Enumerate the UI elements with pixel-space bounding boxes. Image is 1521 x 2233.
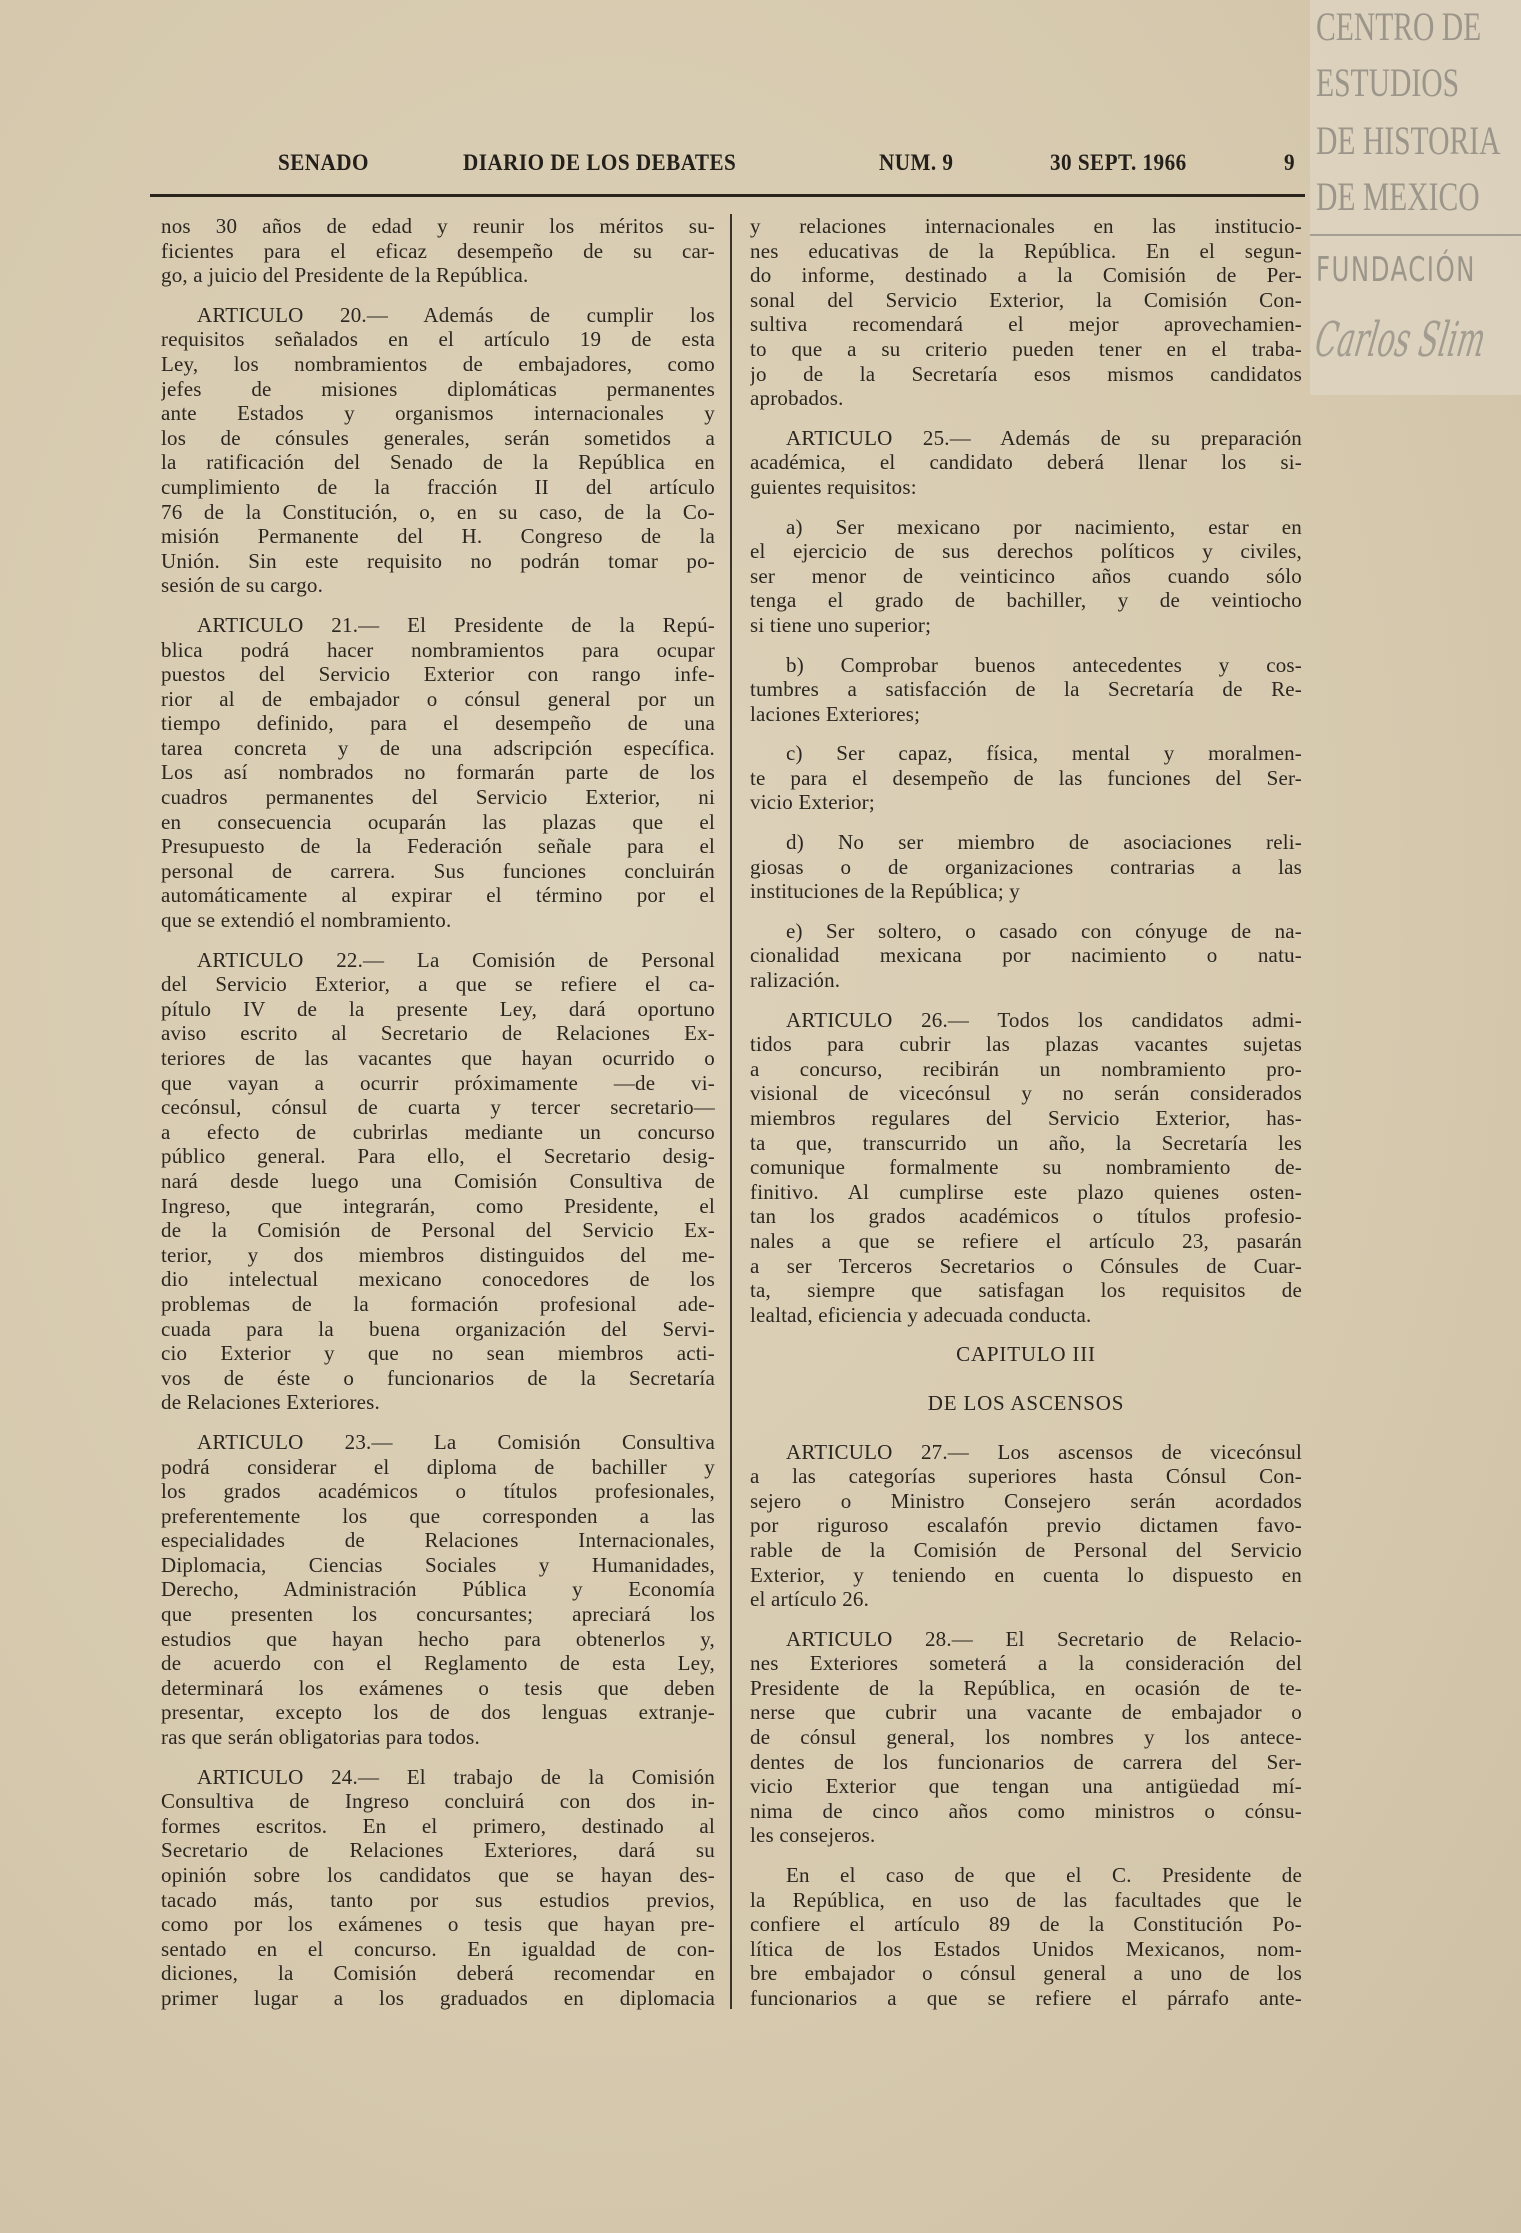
text-line: blica podrá hacer nombramientos para ocupar	[161, 637, 715, 662]
header-rule	[150, 194, 1305, 197]
header-number: NUM. 9	[879, 150, 954, 175]
paragraph	[161, 613, 715, 933]
text-line: rable de la Comisión de Personal del Servicio	[750, 1537, 1302, 1562]
text-line: que vayan a ocurrir próximamente —de vi-	[161, 1070, 715, 1095]
text-line: tan los grados académicos o títulos profesio-	[750, 1204, 1302, 1229]
text-line: Derecho, Administración Pública y Economía	[161, 1577, 715, 1602]
text-line: tenga el grado de bachiller, y de veintiocho	[750, 588, 1302, 613]
text-line: vicio Exterior que tengan una antigüedad mí-	[750, 1774, 1302, 1799]
paragraph	[161, 948, 715, 1415]
text-line: a las categorías superiores hasta Cónsul Con-	[750, 1464, 1302, 1489]
text-line: aviso escrito al Secretario de Relaciones Ex-	[161, 1021, 715, 1046]
text-line: dio intelectual mexicano conocedores de los	[161, 1267, 715, 1292]
text-line: lealtad, eficiencia y adecuada conducta.	[750, 1302, 1092, 1327]
header-section: SENADO	[278, 150, 369, 175]
text-line: sonal del Servicio Exterior, la Comisión Con-	[750, 287, 1302, 312]
text-line: problemas de la formación profesional ade-	[161, 1291, 715, 1316]
text-line: ARTICULO 22.— La Comisión de Personal	[197, 947, 715, 972]
header-title: DIARIO DE LOS DEBATES	[463, 150, 737, 175]
text-line: giosas o de organizaciones contrarias a las	[750, 854, 1302, 879]
text-line: académica, el candidato deberá llenar los si-	[750, 450, 1302, 475]
text-line: ARTICULO 21.— El Presidente de la Repú-	[197, 612, 715, 637]
text-line: miembros regulares del Servicio Exterior, has-	[750, 1106, 1302, 1130]
text-line: ARTICULO 28.— El Secretario de Relacio-	[786, 1626, 1302, 1651]
text-line: teriores de las vacantes que hayan ocurrido o	[161, 1046, 715, 1070]
paragraph	[750, 515, 1302, 638]
text-line: sejero o Ministro Consejero serán acordados	[750, 1488, 1302, 1513]
text-line: especialidades de Relaciones Internacionales,	[161, 1528, 715, 1553]
text-line: requisitos señalados en el artículo 19 de esta	[161, 327, 715, 352]
text-line: presentar, excepto los de dos lenguas extranje-	[161, 1700, 715, 1725]
watermark-line: CENTRO DE	[1316, 4, 1482, 49]
text-line: do informe, destinado a la Comisión de Per-	[750, 263, 1302, 288]
header-date: 30 SEPT. 1966	[1050, 150, 1187, 175]
text-line: pítulo IV de la presente Ley, dará oportuno	[161, 996, 715, 1021]
text-line: ficientes para el eficaz desempeño de su car-	[161, 238, 715, 263]
text-line: la ratificación del Senado de la República en	[161, 450, 715, 475]
paragraph	[750, 741, 1302, 815]
text-line: a ser Terceros Secretarios o Cónsules de Cuar-	[750, 1253, 1302, 1278]
text-line: formes escritos. En el primero, destinado al	[161, 1813, 715, 1838]
text-line: cio Exterior y que no sean miembros acti-	[161, 1341, 715, 1366]
text-line: cuadros permanentes del Servicio Exterior, ni	[161, 785, 715, 810]
text-line: rior al de embajador o cónsul general por un	[161, 686, 715, 711]
paragraph	[161, 214, 715, 288]
text-line: del Servicio Exterior, a que se refiere el ca-	[161, 972, 715, 997]
text-line: terior, y dos miembros distinguidos del me-	[161, 1242, 715, 1267]
text-line: Consultiva de Ingreso concluirá con dos in-	[161, 1789, 715, 1814]
text-line: determinará los exámenes o tesis que deben	[161, 1675, 715, 1700]
text-line: jo de la Secretaría esos mismos candidatos	[750, 361, 1302, 386]
text-line: cuada para la buena organización del Servi-	[161, 1316, 715, 1341]
text-line: que se extendió el nombramiento.	[161, 908, 452, 933]
text-line: Presupuesto de la Federación señale para el	[161, 834, 715, 859]
text-line: Presidente de la República, en ocasión de te-	[750, 1675, 1302, 1700]
text-line: Unión. Sin este requisito no podrán tomar po-	[161, 548, 715, 573]
text-line: dentes de los funcionarios de carrera del Ser-	[750, 1749, 1302, 1774]
text-line: jefes de misiones diplomáticas permanentes	[161, 376, 715, 401]
column-divider	[730, 214, 732, 2009]
text-line: la República, en uso de las facultades que le	[750, 1887, 1302, 1912]
paragraph	[750, 1627, 1302, 1848]
paragraph	[750, 919, 1302, 993]
text-line: tumbres a satisfacción de la Secretaría de Re-	[750, 677, 1302, 702]
left-column	[161, 214, 715, 2026]
text-line: de Relaciones Exteriores.	[161, 1390, 380, 1415]
text-line: e) Ser soltero, o casado con cónyuge de na-	[786, 918, 1302, 943]
text-line: sentado en el concurso. En igualdad de con-	[161, 1936, 715, 1961]
text-line: finitivo. Al cumplirse este plazo quienes osten-	[750, 1179, 1302, 1204]
text-line: aprobados.	[750, 386, 844, 411]
watermark-line: DE HISTORIA	[1316, 118, 1501, 163]
text-line: vos de éste o funcionarios de la Secretaría	[161, 1365, 715, 1390]
text-line: ta, siempre que satisfagan los requisitos de	[750, 1278, 1302, 1303]
text-line: Exterior, y teniendo en cuenta lo dispuesto en	[750, 1562, 1302, 1587]
text-line: En el caso de que el C. Presidente de	[786, 1863, 1302, 1888]
text-line: de cónsul general, los nombres y los antece-	[750, 1725, 1302, 1750]
text-line: en consecuencia ocuparán las plazas que el	[161, 809, 715, 834]
text-line: b) Comprobar buenos antecedentes y cos-	[786, 652, 1302, 677]
text-line: nima de cinco años como ministros o cónsu-	[750, 1798, 1302, 1823]
text-line: podrá considerar el diploma de bachiller y	[161, 1454, 715, 1479]
text-line: a efecto de cubrirlas mediante un concurso	[161, 1119, 715, 1144]
text-line: preferentemente los que corresponden a las	[161, 1503, 715, 1528]
text-line: go, a juicio del Presidente de la República.	[161, 263, 529, 288]
text-line: que presenten los concursantes; apreciará los	[161, 1602, 715, 1627]
text-line: público general. Para ello, el Secretario desig-	[161, 1144, 715, 1169]
text-line: opinión sobre los candidatos que se hayan des-	[161, 1863, 715, 1887]
text-line: Los así nombrados no formarán parte de los	[161, 760, 715, 785]
text-line: 76 de la Constitución, o, en su caso, de la Co-	[161, 499, 715, 524]
text-line: cumplimiento de la fracción II del artículo	[161, 474, 715, 499]
text-line: como por los exámenes o tesis que hayan pre-	[161, 1912, 715, 1937]
text-line: y relaciones internacionales en las institucio-	[750, 214, 1302, 238]
text-line: cionalidad mexicana por nacimiento o natu-	[750, 943, 1302, 968]
text-line: les consejeros.	[750, 1823, 876, 1848]
text-line: nerse que cubrir una vacante de embajador o	[750, 1700, 1302, 1725]
text-line: ser menor de veinticinco años cuando sólo	[750, 563, 1302, 588]
text-line: cecónsul, cónsul de cuarta y tercer secretario—	[161, 1095, 715, 1120]
text-line: visional de vicecónsul y no serán considerados	[750, 1081, 1302, 1106]
watermark-foundation: FUNDACIÓN	[1316, 250, 1476, 290]
text-line: c) Ser capaz, física, mental y moralmen-	[786, 741, 1302, 766]
text-line: ARTICULO 24.— El trabajo de la Comisión	[197, 1764, 715, 1789]
watermark-line: ESTUDIOS	[1316, 60, 1460, 105]
text-line: Ley, los nombramientos de embajadores, como	[161, 351, 715, 376]
text-line: automáticamente al expirar el término por el	[161, 883, 715, 908]
watermark-divider	[1310, 234, 1521, 236]
watermark-line: DE MEXICO	[1316, 174, 1480, 219]
text-line: ARTICULO 25.— Además de su preparación	[786, 425, 1302, 450]
text-line: a concurso, recibirán un nombramiento pro-	[750, 1056, 1302, 1081]
text-line: tacado más, tanto por sus estudios previos,	[161, 1887, 715, 1912]
text-line: vicio Exterior;	[750, 790, 875, 815]
text-line: lítica de los Estados Unidos Mexicanos, nom-	[750, 1936, 1302, 1961]
text-line: misión Permanente del H. Congreso de la	[161, 524, 715, 549]
text-line: instituciones de la República; y	[750, 879, 1021, 904]
paragraph	[161, 1430, 715, 1750]
text-line: ARTICULO 20.— Además de cumplir los	[197, 302, 715, 327]
text-line: puestos del Servicio Exterior con rango infe-	[161, 662, 715, 687]
text-line: el artículo 26.	[750, 1587, 870, 1612]
text-line: diciones, la Comisión deberá recomendar en	[161, 1961, 715, 1986]
text-line: comunique formalmente su nombramiento de-	[750, 1155, 1302, 1180]
text-line: bre embajador o cónsul general a uno de los	[750, 1961, 1302, 1986]
text-line: ante Estados y organismos internacionales y	[161, 401, 715, 426]
text-line: de la Comisión de Personal del Servicio Ex-	[161, 1218, 715, 1243]
text-line: los grados académicos o títulos profesionales,	[161, 1479, 715, 1504]
text-line: ras que serán obligatorias para todos.	[161, 1725, 481, 1750]
text-line: personal de carrera. Sus funciones concluirán	[161, 858, 715, 883]
text-line: d) No ser miembro de asociaciones reli-	[786, 830, 1302, 855]
text-line: nos 30 años de edad y reunir los méritos su-	[161, 214, 715, 238]
paragraph	[161, 1765, 715, 2011]
text-line: estudios que hayan hecho para obtenerlos y,	[161, 1626, 715, 1651]
text-line: tarea concreta y de una adscripción específica.	[161, 735, 715, 760]
text-line: nales a que se refiere el artículo 23, pasarán	[750, 1228, 1302, 1253]
paragraph	[750, 1440, 1302, 1612]
text-line: el ejercicio de sus derechos políticos y civiles,	[750, 539, 1302, 564]
watermark-signature: Carlos Slim	[1311, 312, 1490, 368]
text-line: ralización.	[750, 968, 841, 993]
text-line: Diplomacia, Ciencias Sociales y Humanidades,	[161, 1552, 715, 1577]
text-line: los de cónsules generales, serán sometidos a	[161, 425, 715, 450]
text-line: tidos para cubrir las plazas vacantes sujetas	[750, 1032, 1302, 1057]
text-line: laciones Exteriores;	[750, 701, 921, 726]
text-line: ARTICULO 26.— Todos los candidatos admi-	[786, 1007, 1302, 1032]
paragraph	[750, 653, 1302, 727]
text-line: confiere el artículo 89 de la Constitución Po-	[750, 1912, 1302, 1937]
text-line: ARTICULO 23.— La Comisión Consultiva	[197, 1429, 715, 1454]
text-line: a) Ser mexicano por nacimiento, estar en	[786, 514, 1302, 539]
right-column	[750, 214, 1302, 2026]
text-line: funcionarios a que se refiere el párrafo ante-	[750, 1986, 1302, 2010]
section-heading: CAPITULO III	[956, 1342, 1096, 1367]
text-line: sesión de su cargo.	[161, 573, 324, 598]
text-line: te para el desempeño de las funciones del Ser-	[750, 765, 1302, 790]
section-heading: DE LOS ASCENSOS	[927, 1390, 1125, 1415]
text-line: nes educativas de la República. En el segun-	[750, 238, 1302, 263]
text-line: tiempo definido, para el desempeño de una	[161, 711, 715, 736]
text-line: nes Exteriores someterá a la consideración del	[750, 1651, 1302, 1676]
paragraph	[161, 303, 715, 598]
text-line: primer lugar a los graduados en diplomacia	[161, 1985, 715, 2010]
text-line: por riguroso escalafón previo dictamen favo-	[750, 1513, 1302, 1538]
paragraph	[750, 214, 1302, 411]
text-line: ARTICULO 27.— Los ascensos de vicecónsul	[786, 1439, 1302, 1464]
paragraph	[750, 1863, 1302, 2011]
header-page: 9	[1284, 150, 1296, 175]
text-line: de acuerdo con el Reglamento de esta Ley,	[161, 1651, 715, 1676]
paragraph	[750, 426, 1302, 500]
text-line: Ingreso, que integrarán, como Presidente, el	[161, 1193, 715, 1218]
text-line: ta que, transcurrido un año, la Secretaría les	[750, 1130, 1302, 1155]
text-line: Secretario de Relaciones Exteriores, dará su	[161, 1838, 715, 1863]
text-line: si tiene uno superior;	[750, 612, 932, 637]
paragraph	[750, 1008, 1302, 1328]
text-line: sultiva recomendará el mejor aprovechamien-	[750, 312, 1302, 337]
text-line: guientes requisitos:	[750, 474, 917, 499]
text-line: to que a su criterio pueden tener en el traba-	[750, 336, 1302, 361]
paragraph	[750, 830, 1302, 904]
text-line: nará desde luego una Comisión Consultiva de	[161, 1168, 715, 1193]
